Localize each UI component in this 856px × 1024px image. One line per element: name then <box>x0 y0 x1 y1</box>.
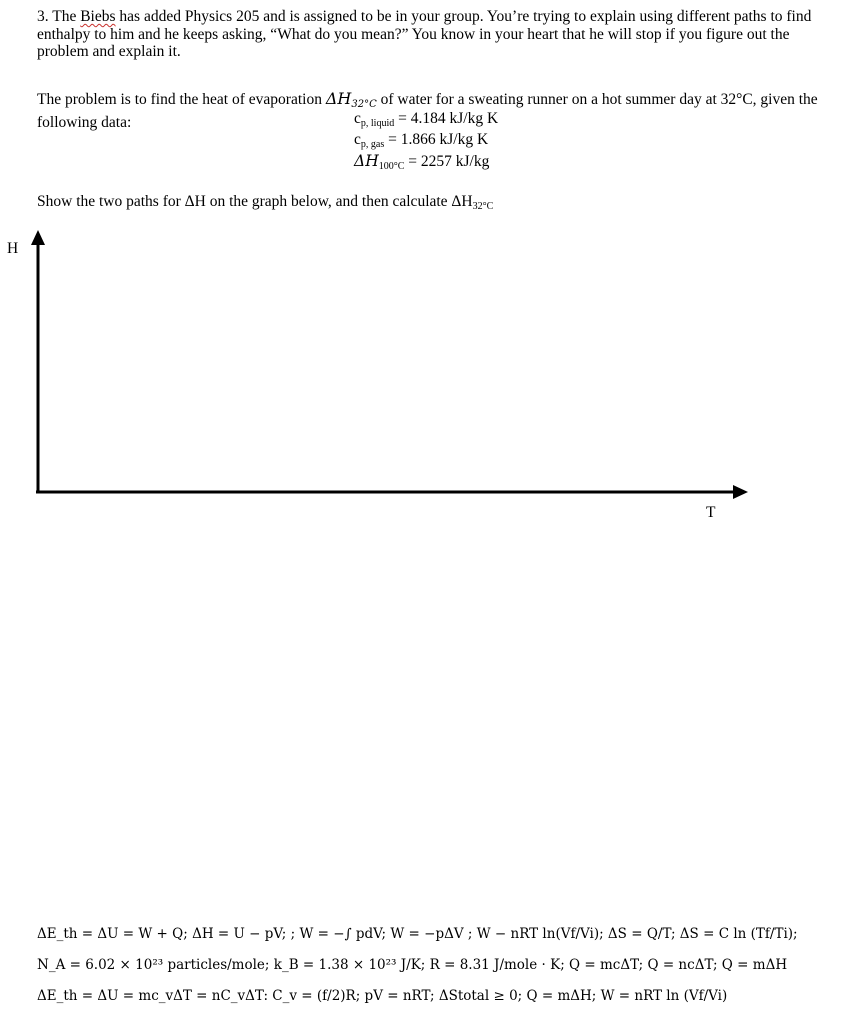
formula-line-3: ΔE_th = ΔU = mc_vΔT = nC_vΔT: C_v = (f/2)R; pV = nRT; ΔStotal ≥ 0; Q = mΔH; W = nRT ln (Vf/Vi) <box>37 988 728 1004</box>
data-cp-liquid: $c_{p, liquid} = 4.184$ kJ/kg K <box>354 110 499 129</box>
data-cp-gas: $c_{p, gas} = 1.866$ kJ/kg K <box>354 131 489 150</box>
intro-text-2: has added Physics 205 and is assigned to be in your group. You’re trying to explain using different paths to find enthalpy to him and he keeps asking, “What do you mean?” You know in your heart that he will stop if you figure out the problem and explain it. <box>37 8 812 60</box>
task-symbol: ΔH <box>325 89 352 108</box>
y-axis-label: H <box>7 240 19 257</box>
instruction: Show the two paths for ΔH on the graph below, and then calculate $\Delta H_{32^\circ C}$ <box>37 193 494 212</box>
y-axis-arrowhead <box>31 230 45 245</box>
x-axis-label: T <box>706 504 716 521</box>
formula-line-2: N_A = 6.02 × 10²³ particles/mole; k_B = 1.38 × 10²³ J/K; R = 8.31 J/mole · K; Q = mcΔT; Q = ncΔT; Q = mΔH <box>37 957 788 973</box>
task-symbol-sub: 32°C <box>351 99 377 110</box>
misspelled-name: Biebs <box>80 8 116 25</box>
intro-text-1: The <box>52 8 81 25</box>
task-text-2: of water for a sweating runner on a hot summer day at 32°C, given the following data: <box>37 91 818 131</box>
formula-line-1: ΔE_th = ΔU = W + Q; ΔH = U − pV; ; W = −∫ pdV; W = −pΔV ; W − nRT ln(Vf/Vi); ΔS = Q/T; ΔS = C ln (Tf/Ti); <box>37 926 798 942</box>
problem-number: 3. <box>37 8 49 25</box>
task-text-1: The problem is to find the heat of evaporation <box>37 91 326 108</box>
x-axis-arrowhead <box>733 485 748 499</box>
data-dh-100: $\Delta H_{100^\circ C} = 2257$ kJ/kg <box>354 152 490 172</box>
